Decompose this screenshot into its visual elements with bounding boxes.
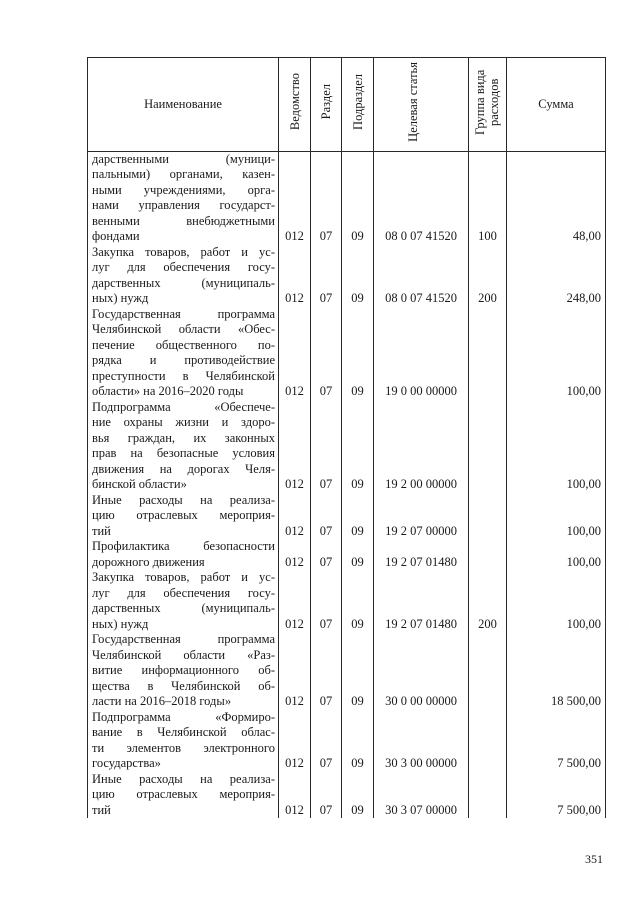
row-group: 200 (469, 570, 507, 632)
row-group: 100 (469, 151, 507, 245)
row-group: 200 (469, 245, 507, 307)
row-section: 07 (311, 151, 342, 245)
row-name (88, 632, 279, 710)
row-name-line: Подпрограмма «Обеспече- (92, 399, 275, 414)
row-name-line: бинской области» (92, 477, 187, 491)
table-row (88, 151, 606, 245)
row-name-line: цию отраслевых мероприя- (92, 508, 275, 522)
header-subsection: Подраздел (342, 58, 374, 152)
row-subsection: 09 (342, 151, 374, 245)
table-header-row (88, 58, 606, 152)
row-group (469, 307, 507, 400)
row-section: 07 (311, 539, 342, 570)
row-name-line: дарственных (муниципаль- (92, 275, 275, 290)
row-section: 07 (311, 245, 342, 307)
row-target: 19 2 00 00000 (374, 400, 469, 493)
row-name-line: цию отраслевых мероприя- (92, 787, 275, 801)
row-amount: 18 500,00 (507, 632, 606, 710)
row-name-line: государства» (92, 756, 161, 770)
row-name-line: Челябинской области «Раз- (92, 647, 275, 662)
table-body (88, 151, 606, 818)
row-name-line: области» на 2016–2020 годы (92, 384, 244, 398)
row-section: 07 (311, 632, 342, 710)
row-name-line: Подпрограмма «Формиро- (92, 709, 275, 724)
row-name-line: Иные расходы на реализа- (92, 771, 275, 786)
row-target: 19 0 00 00000 (374, 307, 469, 400)
row-name-line: Закупка товаров, работ и ус- (92, 244, 275, 259)
row-target: 19 2 07 00000 (374, 493, 469, 540)
row-target: 19 2 07 01480 (374, 539, 469, 570)
row-amount: 100,00 (507, 400, 606, 493)
header-expense-group: Группа вида расходов (469, 58, 507, 152)
header-target: Целевая статья (374, 58, 469, 152)
row-target: 30 3 07 00000 (374, 772, 469, 819)
header-name: Наименование (88, 58, 279, 152)
row-section: 07 (311, 493, 342, 540)
table-row (88, 493, 606, 540)
page-number: 351 (585, 852, 603, 866)
row-department: 012 (279, 710, 311, 772)
row-name-line: тий (92, 523, 111, 538)
row-name-line: движения на дорогах Челя- (92, 461, 275, 476)
row-name-line: фондами (92, 229, 140, 243)
row-name-line: дорожного движения (92, 554, 205, 569)
row-department: 012 (279, 539, 311, 570)
row-name-line: ние охраны жизни и здоро- (92, 415, 275, 429)
row-target: 30 0 00 00000 (374, 632, 469, 710)
row-subsection: 09 (342, 632, 374, 710)
row-name (88, 539, 279, 570)
table-row (88, 710, 606, 772)
row-name (88, 245, 279, 307)
row-name-line: прав на безопасные условия (92, 446, 275, 460)
row-name-line: Государственная программа (92, 632, 275, 646)
row-amount: 100,00 (507, 493, 606, 540)
row-section: 07 (311, 710, 342, 772)
row-name (88, 772, 279, 819)
row-name-line: венными внебюджетными (92, 213, 275, 228)
row-department: 012 (279, 245, 311, 307)
row-group (469, 772, 507, 819)
row-name-line: Государственная программа (92, 306, 275, 321)
row-name-line: ти элементов электронного (92, 740, 275, 755)
row-department: 012 (279, 151, 311, 245)
row-subsection: 09 (342, 245, 374, 307)
row-name-line: дарственных (муниципаль- (92, 601, 275, 615)
row-department: 012 (279, 307, 311, 400)
table-row (88, 539, 606, 570)
row-name-line: пальными) органами, казен- (92, 167, 275, 181)
row-target: 08 0 07 41520 (374, 151, 469, 245)
row-subsection: 09 (342, 307, 374, 400)
row-name-line: ных) нужд (92, 616, 149, 631)
row-amount: 7 500,00 (507, 710, 606, 772)
row-name (88, 400, 279, 493)
row-subsection: 09 (342, 570, 374, 632)
row-amount: 7 500,00 (507, 772, 606, 819)
table-row (88, 400, 606, 493)
row-group (469, 400, 507, 493)
row-name (88, 307, 279, 400)
row-section: 07 (311, 772, 342, 819)
row-name-line: Челябинской области «Обес- (92, 322, 275, 336)
row-name-line: нами управления государст- (92, 198, 275, 212)
row-target: 30 3 00 00000 (374, 710, 469, 772)
row-department: 012 (279, 632, 311, 710)
row-name-line: ными учреждениями, орга- (92, 182, 275, 197)
row-name-line: печение общественного по- (92, 337, 275, 352)
row-amount: 48,00 (507, 151, 606, 245)
row-name-line: Профилактика безопасности (92, 539, 275, 553)
row-subsection: 09 (342, 493, 374, 540)
table-row (88, 772, 606, 819)
row-name (88, 151, 279, 245)
row-group (469, 539, 507, 570)
row-group (469, 632, 507, 710)
table-row (88, 245, 606, 307)
row-name-line: преступности в Челябинской (92, 368, 275, 383)
row-name-line: вья граждан, их законных (92, 430, 275, 445)
row-group (469, 493, 507, 540)
table-row (88, 307, 606, 400)
row-subsection: 09 (342, 772, 374, 819)
row-name-line: ласти на 2016–2018 годы» (92, 694, 232, 708)
row-name-line: щества в Челябинской об- (92, 678, 275, 693)
row-name-line: дарственными (муници- (92, 151, 275, 166)
row-name-line: ных) нужд (92, 291, 149, 305)
row-name-line: вание в Челябинской облас- (92, 725, 275, 739)
row-subsection: 09 (342, 710, 374, 772)
row-group (469, 710, 507, 772)
budget-table (87, 57, 606, 818)
row-amount: 100,00 (507, 307, 606, 400)
row-name-line: луг для обеспечения госу- (92, 260, 275, 274)
row-department: 012 (279, 570, 311, 632)
row-name (88, 493, 279, 540)
row-name-line: витие информационного об- (92, 663, 275, 677)
row-section: 07 (311, 570, 342, 632)
row-name-line: луг для обеспечения госу- (92, 585, 275, 600)
row-section: 07 (311, 400, 342, 493)
row-amount: 248,00 (507, 245, 606, 307)
row-subsection: 09 (342, 539, 374, 570)
header-department: Ведомство (279, 58, 311, 152)
row-section: 07 (311, 307, 342, 400)
row-name (88, 570, 279, 632)
row-subsection: 09 (342, 400, 374, 493)
row-target: 19 2 07 01480 (374, 570, 469, 632)
row-department: 012 (279, 400, 311, 493)
row-amount: 100,00 (507, 570, 606, 632)
row-name-line: тий (92, 802, 111, 817)
row-department: 012 (279, 493, 311, 540)
row-name-line: Иные расходы на реализа- (92, 492, 275, 507)
row-name-line: Закупка товаров, работ и ус- (92, 570, 275, 584)
row-name (88, 710, 279, 772)
table-row (88, 570, 606, 632)
row-target: 08 0 07 41520 (374, 245, 469, 307)
header-amount: Сумма (507, 58, 606, 152)
row-name-line: рядка и противодействие (92, 353, 275, 367)
row-amount: 100,00 (507, 539, 606, 570)
row-department: 012 (279, 772, 311, 819)
header-section: Раздел (311, 58, 342, 152)
table-row (88, 632, 606, 710)
